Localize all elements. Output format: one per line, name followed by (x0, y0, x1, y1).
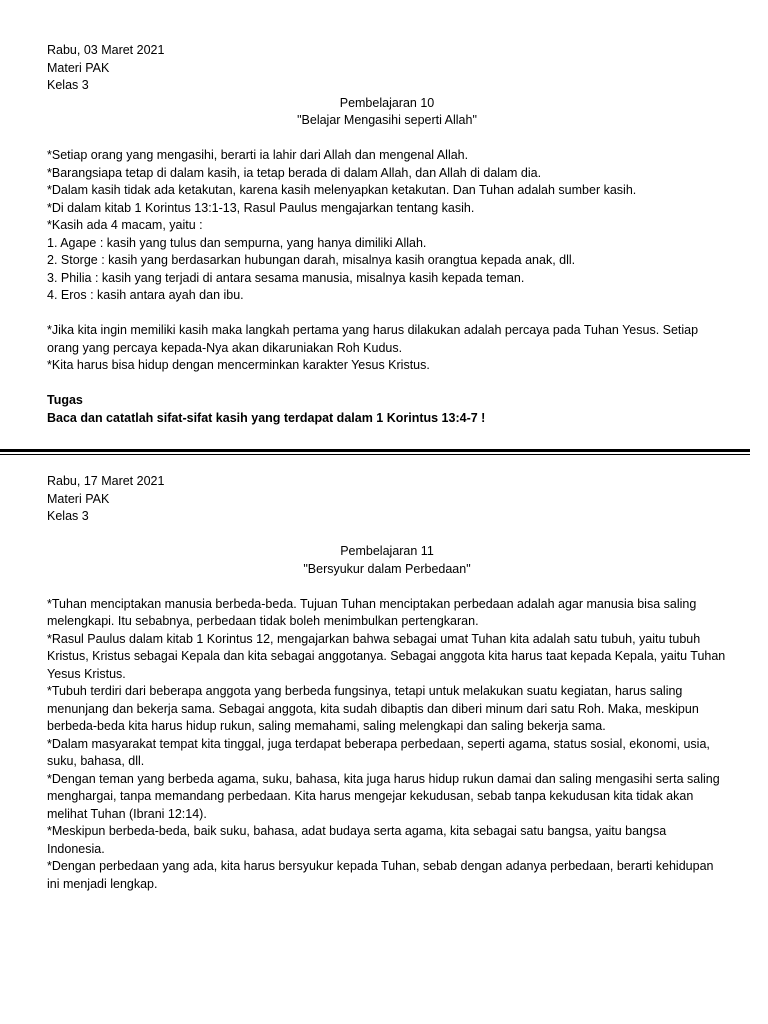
lesson-point: *Di dalam kitab 1 Korintus 13:1-13, Rasul Paulus mengajarkan tentang kasih. (47, 200, 475, 215)
lesson-number: Pembelajaran 11 (340, 544, 434, 558)
lesson-number: Pembelajaran 10 (339, 95, 435, 110)
lesson-class: Kelas 3 (47, 509, 89, 523)
lesson-point: *Tuhan menciptakan manusia berbeda-beda. Tujuan Tuhan menciptakan perbedaan adalah agar manusia bisa saling melengkapi. Itu sebabnya, perbedaan tidak boleh menimbulkan pertengkaran. (47, 596, 697, 628)
lesson-class: Kelas 3 (47, 78, 89, 92)
lesson-title: "Bersyukur dalam Perbedaan" (303, 561, 471, 576)
lesson-subject: Materi PAK (47, 60, 110, 75)
section-divider (0, 449, 750, 455)
lesson-point: *Dengan teman yang berbeda agama, suku, bahasa, kita juga harus hidup rukun damai dan saling mengasihi serta saling menghargai, tanpa memandang perbedaan. Kita harus mengejar kekudusan, sebab tanpa kekudusan kita tidak akan melihat Tuhan (Ibrani 12:14). (47, 771, 720, 821)
task-text: Baca dan catatlah sifat-sifat kasih yang terdapat dalam 1 Korintus 13:4-7 ! (47, 410, 486, 425)
love-type-storge: 2. Storge : kasih yang berdasarkan hubungan darah, misalnya kasih orangtua kepada anak, dll. (47, 253, 576, 267)
lesson-point: *Dalam masyarakat tempat kita tinggal, juga terdapat beberapa perbedaan, seperti agama, status sosial, ekonomi, usia, suku, bahasa, dll. (47, 736, 710, 768)
lesson-point: *Dengan perbedaan yang ada, kita harus bersyukur kepada Tuhan, sebab dengan adanya perbedaan, berarti kehidupan ini menjadi lengkap. (47, 859, 714, 891)
lesson-point: *Barangsiapa tetap di dalam kasih, ia tetap berada di dalam Allah, dan Allah di dalam dia. (47, 165, 542, 180)
love-type-eros: 4. Eros : kasih antara ayah dan ibu. (47, 288, 244, 302)
task-heading: Tugas (47, 393, 83, 407)
lesson-subject: Materi PAK (47, 491, 110, 506)
lesson-date: Rabu, 17 Maret 2021 (47, 474, 165, 488)
lesson-date: Rabu, 03 Maret 2021 (47, 43, 165, 57)
lesson-point: *Meskipun berbeda-beda, baik suku, bahasa, adat budaya serta agama, kita sebagai satu bangsa, yaitu bangsa Indonesia. (47, 824, 667, 856)
love-type-agape: 1. Agape : kasih yang tulus dan sempurna, yang hanya dimiliki Allah. (47, 235, 427, 250)
lesson-point: *Dalam kasih tidak ada ketakutan, karena kasih melenyapkan ketakutan. Dan Tuhan adalah sumber kasih. (47, 183, 637, 197)
lesson-10-section (47, 42, 727, 427)
lesson-point: *Setiap orang yang mengasihi, berarti ia lahir dari Allah dan mengenal Allah. (47, 148, 469, 162)
lesson-11-section (47, 473, 727, 893)
lesson-point: *Kita harus bisa hidup dengan mencerminkan karakter Yesus Kristus. (47, 358, 430, 372)
love-type-philia: 3. Philia : kasih yang terjadi di antara sesama manusia, misalnya kasih kepada teman. (47, 270, 525, 285)
lesson-point: *Rasul Paulus dalam kitab 1 Korintus 12, mengajarkan bahwa sebagai umat Tuhan kita adalah satu tubuh, yaitu tubuh Kristus, Kristus sebagai Kepala dan kita sebagai anggotanya. Sebagai anggota kita harus taat kepada Kepala, yaitu Tuhan Yesus Kristus. (47, 631, 726, 681)
lesson-title: "Belajar Mengasihi seperti Allah" (297, 113, 477, 127)
lesson-point: *Tubuh terdiri dari beberapa anggota yang berbeda fungsinya, tetapi untuk melakukan suatu kegiatan, harus saling menunjang dan bekerja sama. Sebagai anggota, kita sudah dibaptis dan diberi minum dari satu Roh. Maka, meskipun berbeda-beda kita harus hidup rukun, saling memahami, saling melengkapi dan saling bekerja sama. (47, 684, 699, 733)
lesson-point: *Kasih ada 4 macam, yaitu : (47, 218, 203, 232)
lesson-point: *Jika kita ingin memiliki kasih maka langkah pertama yang harus dilakukan adalah percaya pada Tuhan Yesus. Setiap orang yang percaya kepada-Nya akan dikaruniakan Roh Kudus. (47, 323, 699, 355)
